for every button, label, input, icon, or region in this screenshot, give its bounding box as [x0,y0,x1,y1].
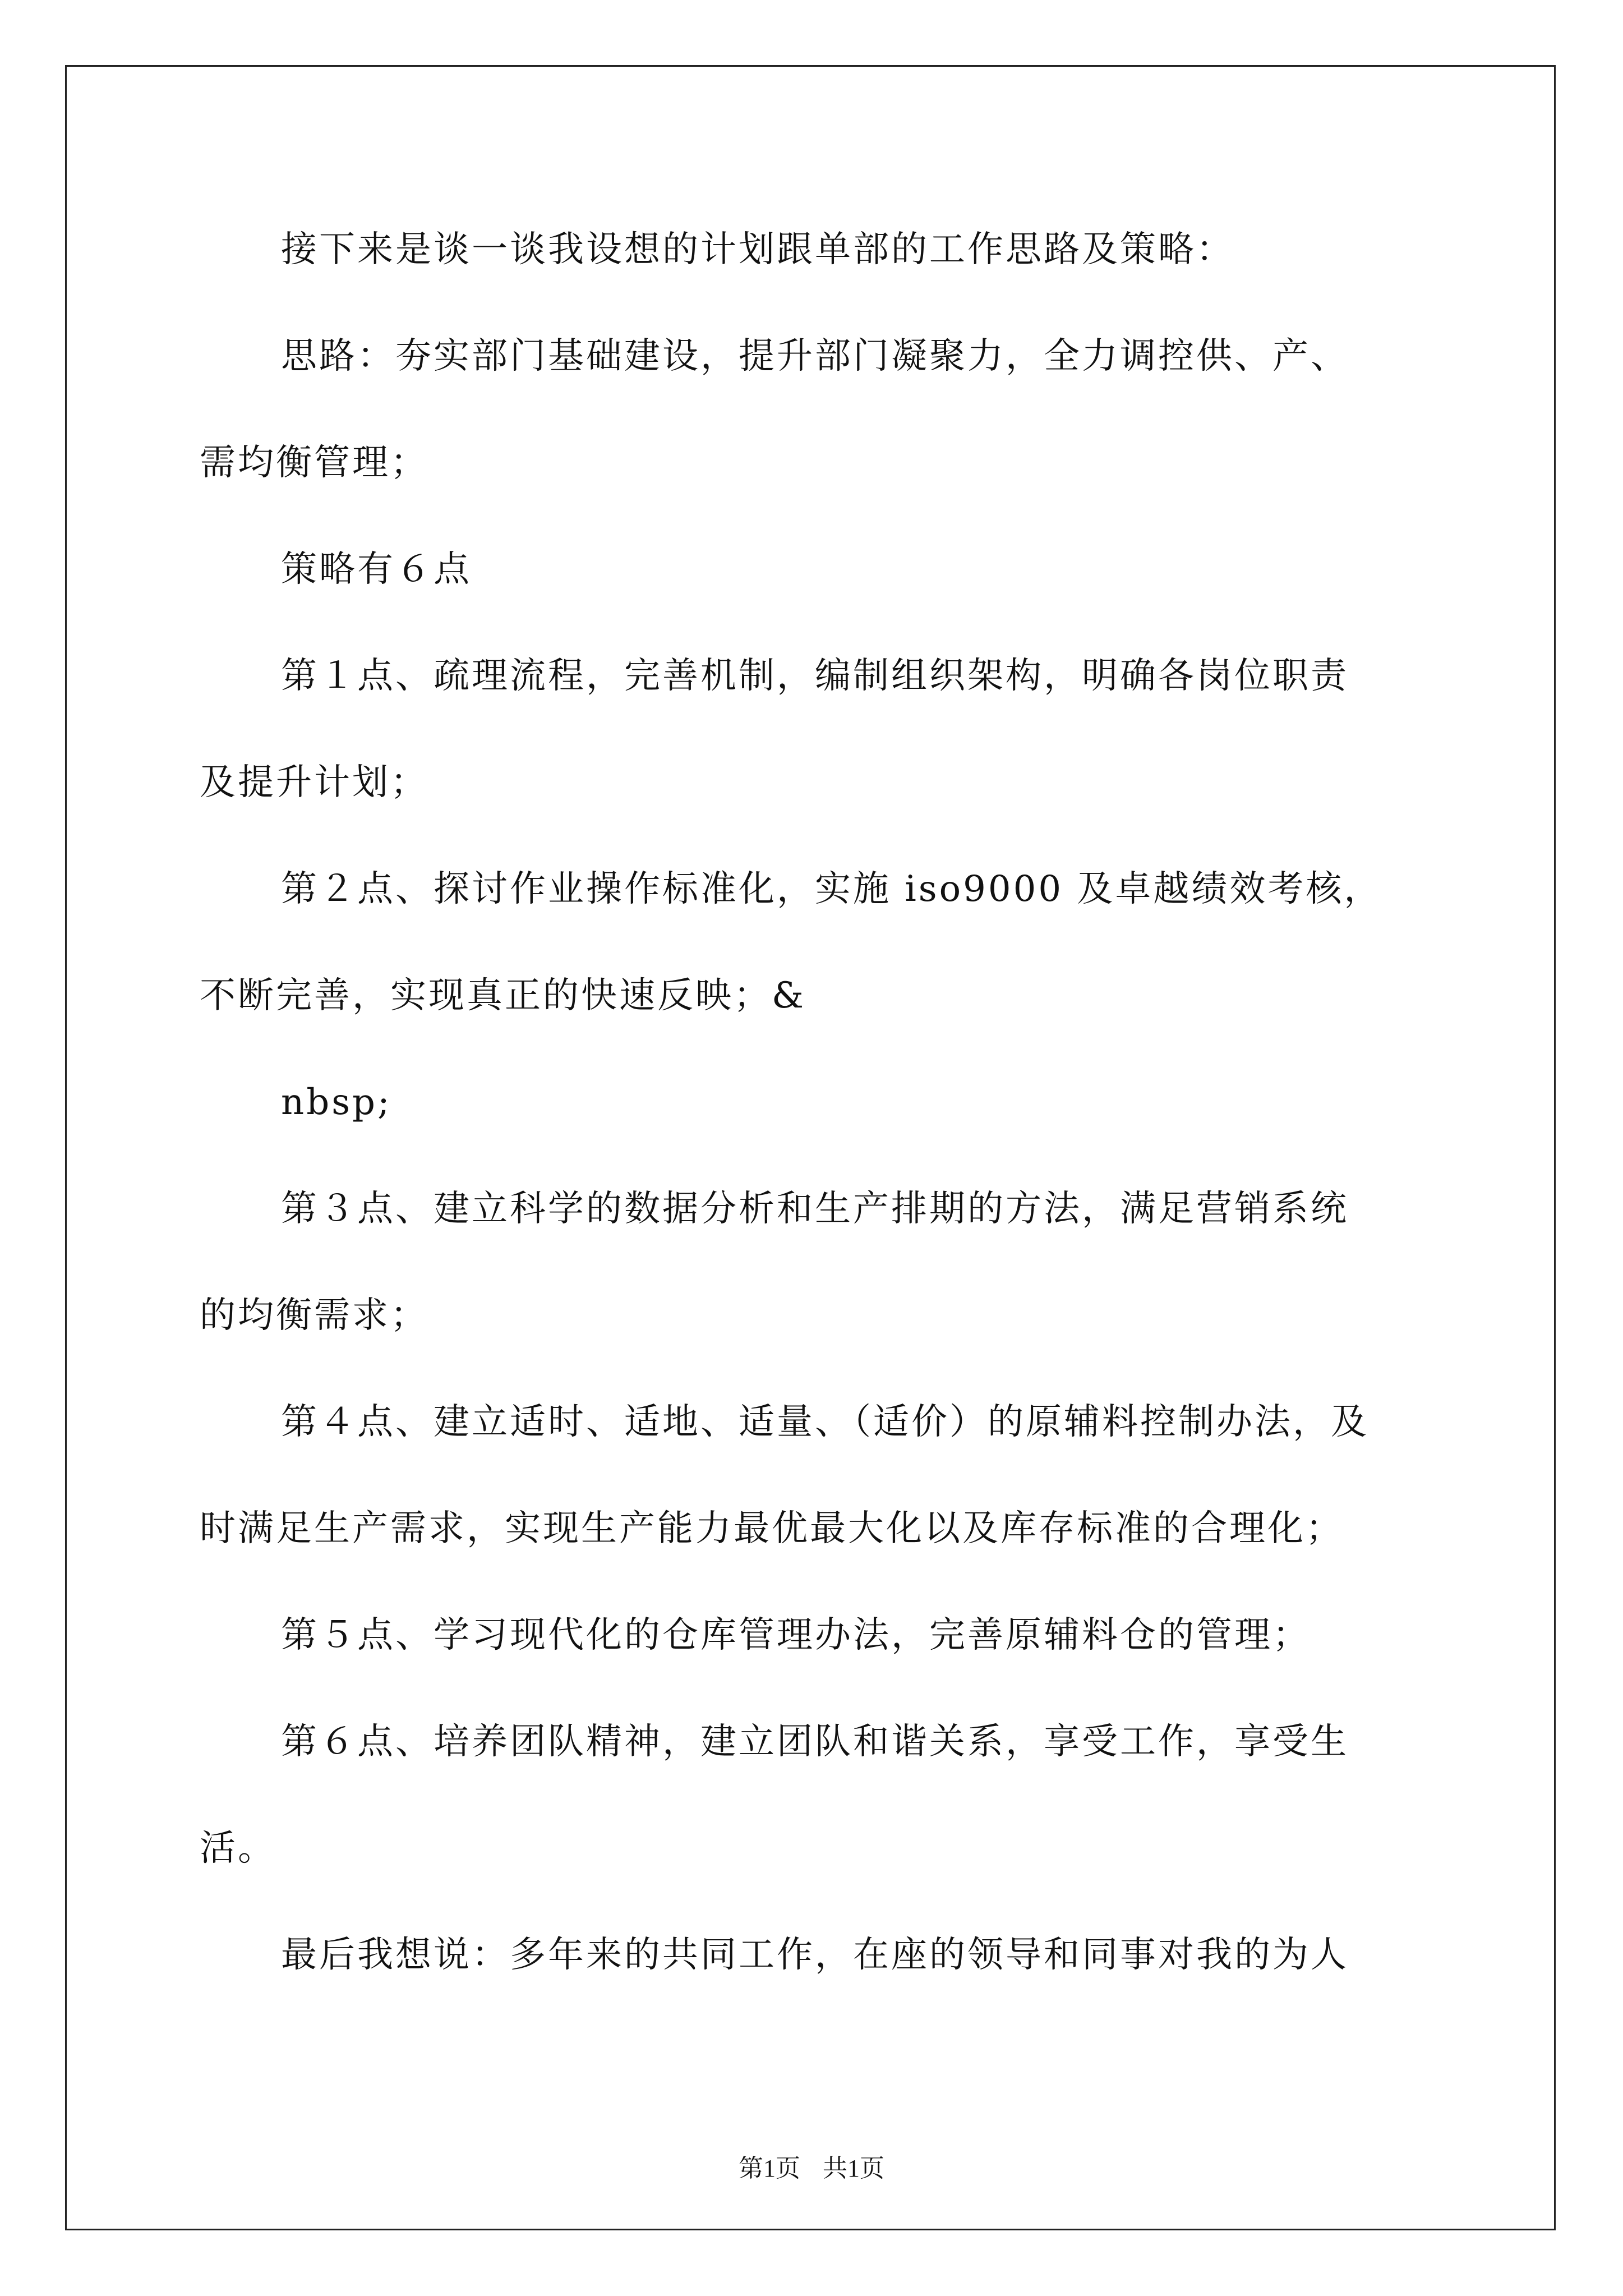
page-number: 第1页 [739,2155,800,2182]
paragraph-line: 时满足生产需求，实现生产能力最优最大化以及库存标准的合理化； [200,1508,1344,1549]
paragraph-line: 思路：夯实部门基础建设，提升部门凝聚力，全力调控供、产、 [281,335,1349,377]
page-total: 共1页 [823,2155,884,2182]
page-border [65,65,1556,2230]
paragraph-line: 的均衡需求； [200,1295,428,1336]
paragraph-line: 第５点、学习现代化的仓库管理办法，完善原辅料仓的管理； [281,1614,1311,1656]
paragraph-line: 第３点、建立科学的数据分析和生产排期的方法，满足营销系统 [281,1188,1349,1230]
paragraph-line: 需均衡管理； [200,442,428,484]
paragraph-line: 接下来是谈一谈我设想的计划跟单部的工作思路及策略： [281,229,1234,270]
paragraph-line: 第６点、培养团队精神，建立团队和谐关系，享受工作，享受生 [281,1721,1349,1763]
paragraph-line: 第２点、探讨作业操作标准化，实施 iso9000 及卓越绩效考核， [281,868,1382,910]
paragraph-line: 及提升计划； [200,762,428,803]
paragraph-line: 第１点、疏理流程，完善机制，编制组织架构，明确各岗位职责 [281,655,1349,697]
paragraph-line: 不断完善，实现真正的快速反映；& [200,975,806,1016]
paragraph-line: 活。 [200,1828,276,1869]
paragraph-line: 最后我想说：多年来的共同工作，在座的领导和同事对我的为人 [281,1934,1349,1976]
paragraph-line: 策略有６点 [281,549,472,590]
paragraph-line: 第４点、建立适时、适地、适量、（适价）的原辅料控制办法，及 [281,1401,1369,1443]
paragraph-line: nbsp; [281,1082,392,1123]
page-footer [0,2152,1623,2185]
